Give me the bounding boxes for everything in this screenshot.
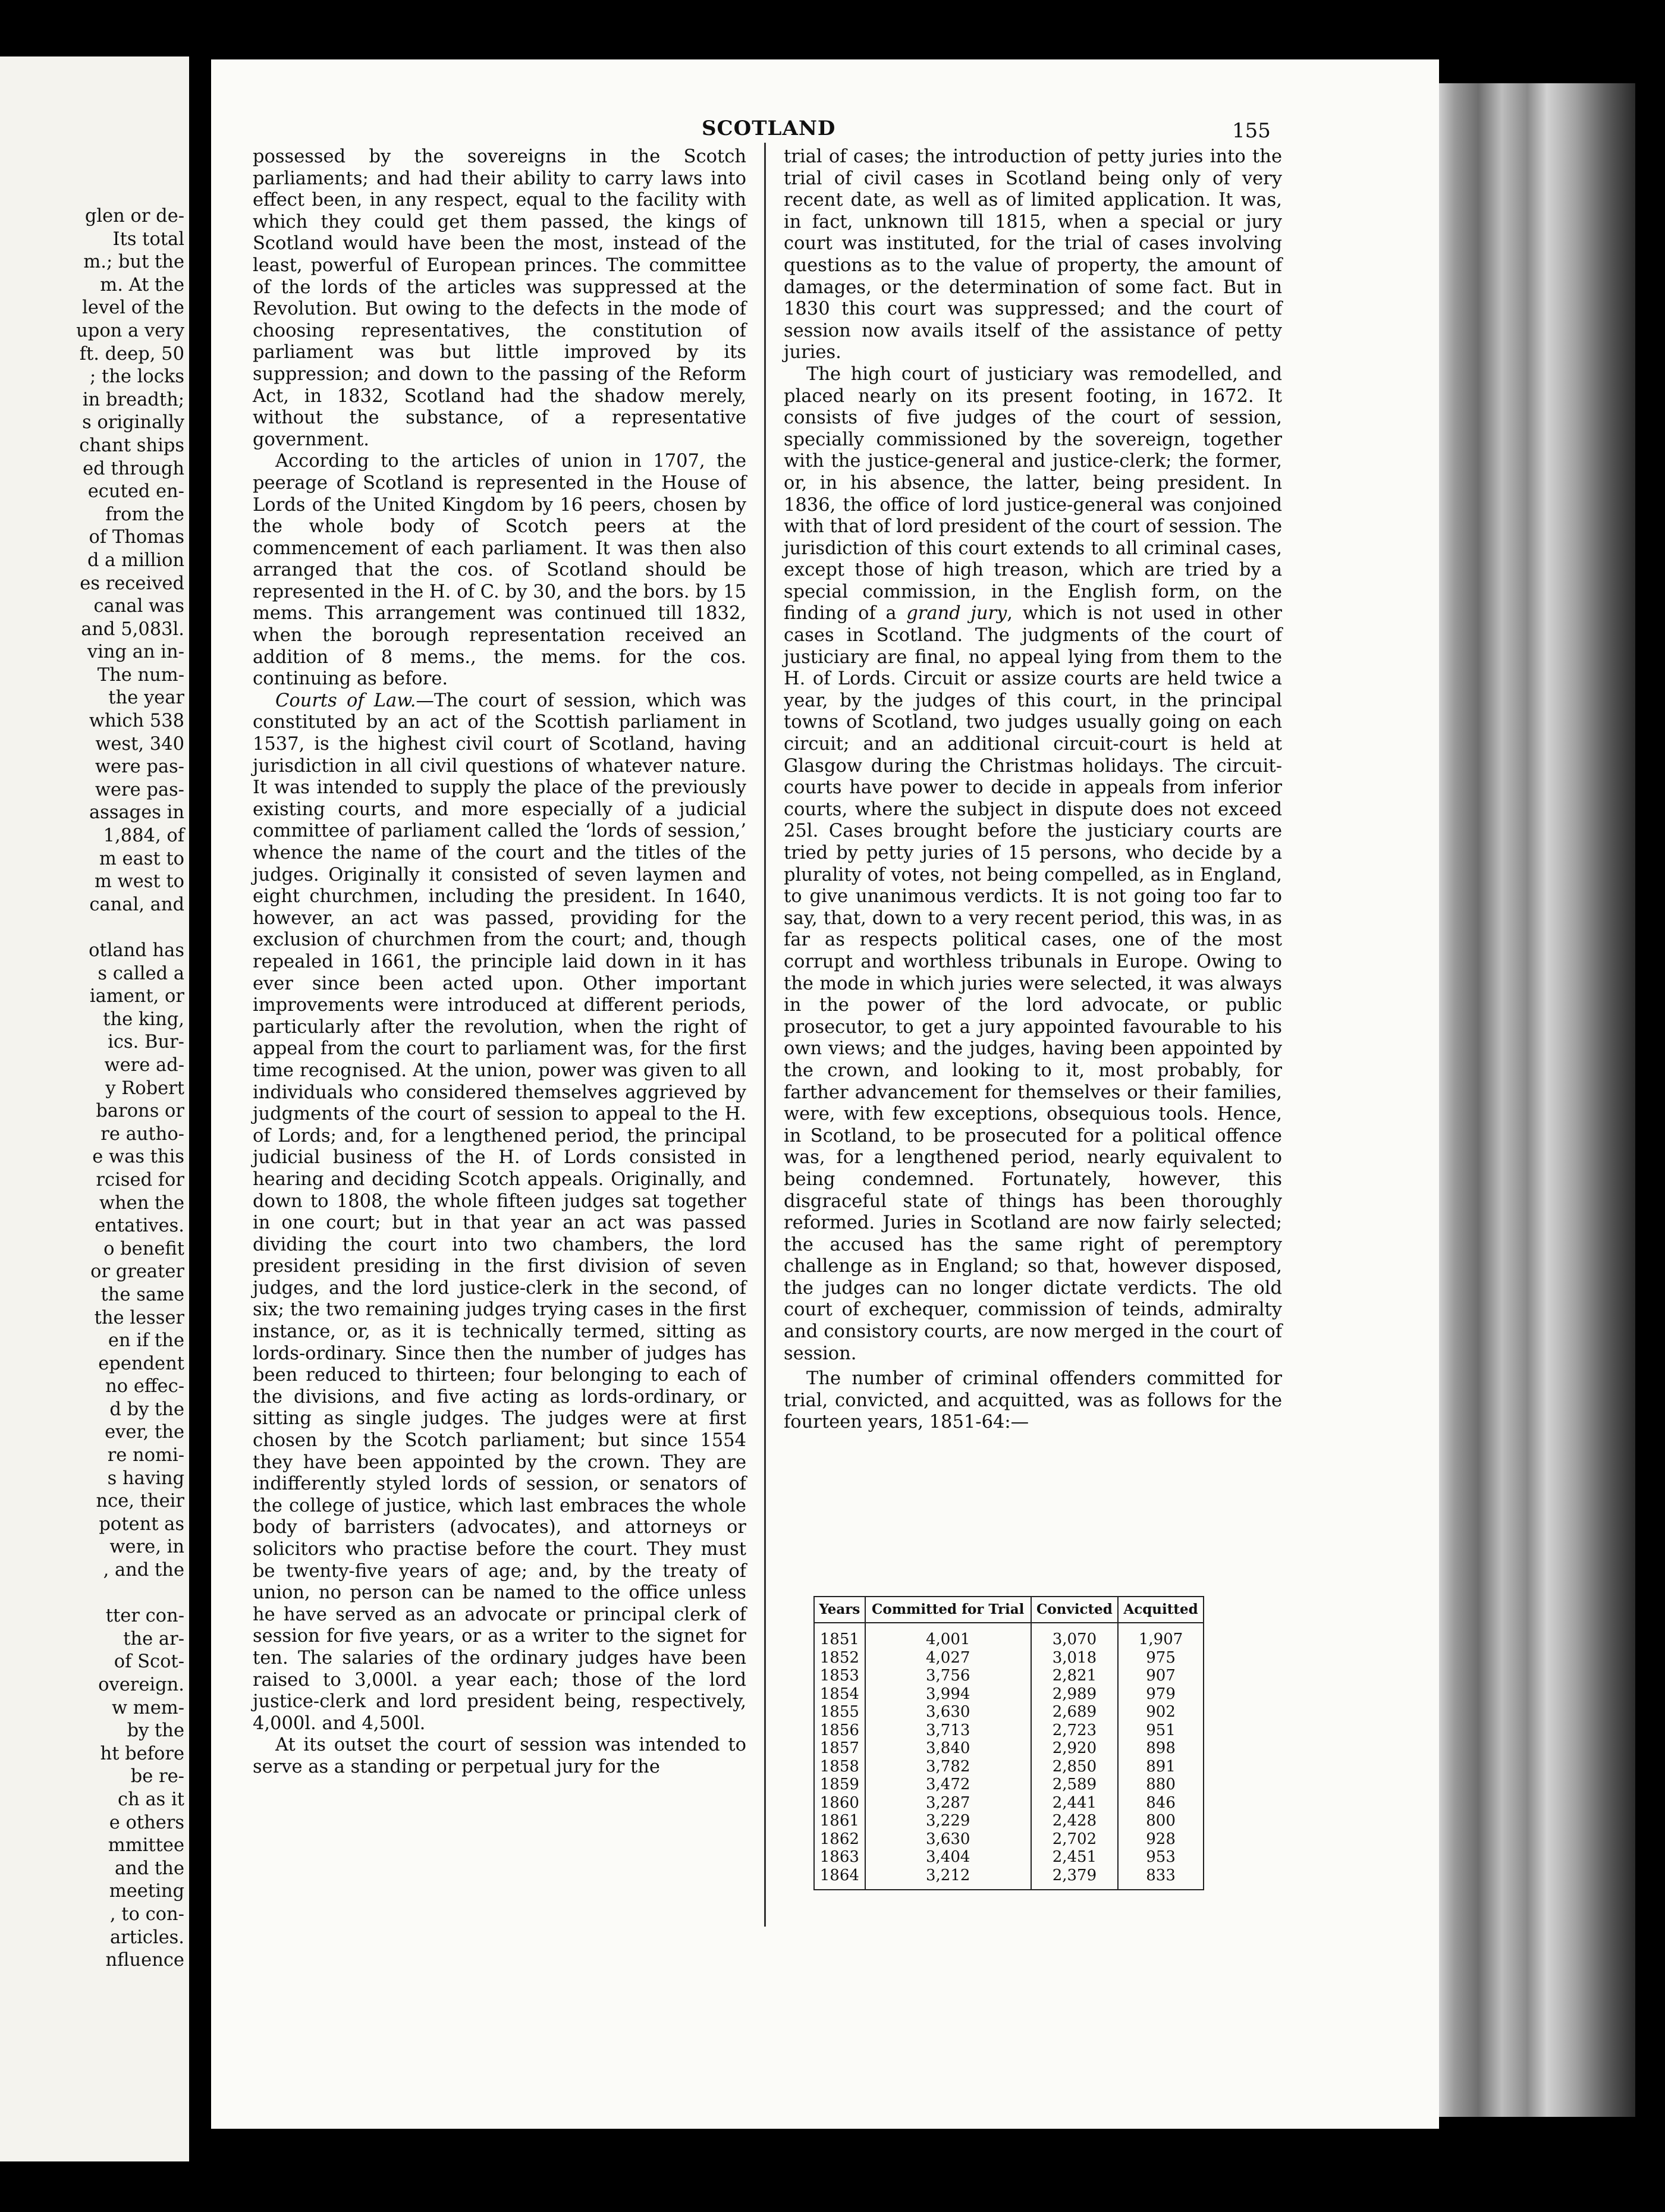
table-row xyxy=(814,1703,1204,1721)
table-cell: 1,907 xyxy=(1118,1623,1204,1649)
left-column xyxy=(253,146,746,1779)
facing-page-fragment xyxy=(0,56,189,2161)
fragment-line: glen or de- xyxy=(84,206,184,227)
fragment-gap xyxy=(6,916,184,940)
fragment-line: or greater xyxy=(90,1261,184,1283)
fragment-line: and the xyxy=(115,1858,184,1879)
fragment-line: en if the xyxy=(108,1330,184,1352)
table-cell: 3,630 xyxy=(865,1830,1031,1849)
fragment-line: be re- xyxy=(130,1766,184,1787)
paragraph: possessed by the sovereigns in the Scotch parliaments; and had their ability to carry laws into effect been, in any respect, equal to the facility with which they could get them passed, the kings of Scotland would have been the most, instead of the least, powerful of European princes. The committee of the lords of the articles was suppressed at the Revolution. But owing to the defects in the mode of choosing representatives, the constitution of parliament was but little improved by its suppression; and down to the passing of the Reform Act, in 1832, Scotland had the shadow merely, without the substance, of a representative government. xyxy=(253,146,746,450)
fragment-line: re nomi- xyxy=(107,1445,184,1466)
table-cell: 1863 xyxy=(814,1848,865,1867)
table-cell: 1853 xyxy=(814,1667,865,1685)
fragment-line: y Robert xyxy=(105,1077,184,1099)
fragment-line: meeting xyxy=(109,1881,184,1902)
table-row xyxy=(814,1739,1204,1758)
table-cell: 1864 xyxy=(814,1867,865,1890)
paragraph-text: , which is not used in other cases in Scotland. The judgments of the court of justiciary are final, no appeal lying from them to the H. of Lords. Circuit or assize courts are held twice a year, by the judges of this court, in the principal towns of Scotland, two judges usually going on each circuit; and an additional circuit-court is held at Glasgow during the Christmas holidays. The circuit-courts have power to decide in appeals from inferior courts, where the subject in dispute does not exceed 25l. Cases brought before the justiciary courts are tried by petty juries of 15 persons, who decide by a plurality of votes, not being compelled, as in England, to give unanimous verdicts. It is not going too far to say, that, down to a very recent period, this was, in as far as respects political cases, one of the most corrupt and worthless tribunals in Europe. Owing to the mode in which juries were selected, it was always in the power of the lord advocate, or public prosecutor, to get a jury appointed favourable to his own views; and the judges, having been appointed by the crown, and looking to it, most probably, for farther advancement for themselves or their families, were, with few exceptions, obsequious tools. Hence, in Scotland, to be prosecuted for a political offence was, for a lengthened period, nearly equivalent to being condemned. Fortunately, however, this disgraceful state of things has been thoroughly reformed. Juries in Scotland are now fairly selected; the accused has the same right of peremptory challenge as in England; so that, however disposed, the judges can no longer dictate verdicts. The old court of exchequer, commission of teinds, admiralty and consistory courts, are now merged in the court of session. xyxy=(784,603,1282,1364)
fragment-line: when the xyxy=(99,1192,184,1214)
fragment-line: the same xyxy=(100,1284,184,1305)
table-cell: 3,472 xyxy=(865,1776,1031,1794)
table-cell: 3,404 xyxy=(865,1848,1031,1867)
fragment-line: d by the xyxy=(109,1399,184,1420)
table-cell: 2,689 xyxy=(1031,1703,1118,1721)
fragment-line: ving an in- xyxy=(87,642,184,663)
paragraph-text: The high court of justiciary was remodelled, and placed nearly on its present footing, in 1672. It consists of five judges of the court of session, specially commissioned by the sovereign, together with the justice-general and justice-clerk; the former, or, in his absence, the latter, being president. In 1836, the office of lord justice-general was conjoined with that of lord president of the court of session. The jurisdiction of this court extends to all criminal cases, except those of high treason, which are tried by a special commission, in the English form, on the finding of a xyxy=(784,363,1282,624)
fragment-line: level of the xyxy=(82,297,184,319)
table-cell: 3,229 xyxy=(865,1812,1031,1830)
table-row xyxy=(814,1623,1204,1649)
table-cell: 975 xyxy=(1118,1649,1204,1667)
table-row xyxy=(814,1848,1204,1867)
table-cell: 898 xyxy=(1118,1739,1204,1758)
fragment-line: re autho- xyxy=(100,1123,184,1145)
fragment-line: ; the locks xyxy=(90,366,184,388)
fragment-line: articles. xyxy=(109,1927,184,1948)
table-cell: 891 xyxy=(1118,1758,1204,1776)
fragment-gap xyxy=(6,1582,184,1605)
fragment-line: w mem- xyxy=(112,1697,184,1718)
table-cell: 2,920 xyxy=(1031,1739,1118,1758)
table-cell: 3,994 xyxy=(865,1685,1031,1704)
fragment-line: the lesser xyxy=(94,1307,184,1328)
table-cell: 1859 xyxy=(814,1776,865,1794)
fragment-line: which 538 xyxy=(89,711,184,732)
fragment-line: nce, their xyxy=(96,1491,184,1512)
offenders-table xyxy=(813,1596,1204,1890)
table-cell: 3,756 xyxy=(865,1667,1031,1685)
table-cell: 3,070 xyxy=(1031,1623,1118,1649)
table-cell: 1857 xyxy=(814,1739,865,1758)
fragment-line: d a million xyxy=(87,549,184,571)
table-cell: 833 xyxy=(1118,1867,1204,1890)
fragment-line: , to con- xyxy=(109,1903,184,1925)
table-cell: 979 xyxy=(1118,1685,1204,1704)
fragment-line: The num- xyxy=(97,664,184,686)
table-row xyxy=(814,1794,1204,1812)
table-cell: 2,702 xyxy=(1031,1830,1118,1849)
fragment-line: s having xyxy=(107,1468,184,1489)
table-cell: 1861 xyxy=(814,1812,865,1830)
table-cell: 907 xyxy=(1118,1667,1204,1685)
paragraph: The number of criminal offenders committed for trial, convicted, and acquitted, was as follows for the fourteen years, 1851-64:— xyxy=(784,1368,1282,1433)
table-row xyxy=(814,1667,1204,1685)
fragment-line: o benefit xyxy=(103,1238,184,1259)
table-cell: 1860 xyxy=(814,1794,865,1812)
table-cell: 2,850 xyxy=(1031,1758,1118,1776)
table-cell: 3,840 xyxy=(865,1739,1031,1758)
fragment-line: from the xyxy=(105,504,184,525)
fragment-line: otland has xyxy=(89,940,184,961)
fragment-line: barons or xyxy=(96,1101,184,1122)
table-cell: 3,287 xyxy=(865,1794,1031,1812)
fragment-line: m west to xyxy=(95,871,184,893)
fragment-line: canal, and xyxy=(89,894,184,915)
fragment-line: no effec- xyxy=(105,1376,184,1397)
table-cell: 880 xyxy=(1118,1776,1204,1794)
table-cell: 928 xyxy=(1118,1830,1204,1849)
table-row xyxy=(814,1830,1204,1849)
fragment-line: m.; but the xyxy=(83,252,184,273)
table-row xyxy=(814,1685,1204,1704)
column-header: Convicted xyxy=(1031,1597,1118,1623)
fragment-line: s originally xyxy=(82,412,184,433)
fragment-line: ed through xyxy=(83,458,184,479)
running-header: SCOTLAND xyxy=(702,117,836,140)
fragment-line: of Scot- xyxy=(114,1651,184,1673)
right-column xyxy=(784,146,1282,1434)
table-cell: 4,027 xyxy=(865,1649,1031,1667)
column-rule xyxy=(764,143,766,1927)
table-row xyxy=(814,1758,1204,1776)
table-cell: 3,782 xyxy=(865,1758,1031,1776)
table-row xyxy=(814,1649,1204,1667)
fragment-line: the king, xyxy=(103,1008,184,1030)
fragment-line: 1,884, of xyxy=(103,825,184,847)
table-cell: 1855 xyxy=(814,1703,865,1721)
table-cell: 1856 xyxy=(814,1721,865,1740)
fragment-line: overeign. xyxy=(98,1674,184,1695)
column-header: Years xyxy=(814,1597,865,1623)
section-heading: Courts of Law. xyxy=(275,690,416,711)
fragment-line: ependent xyxy=(98,1353,184,1374)
fragment-line: were, in xyxy=(109,1537,184,1558)
fragment-line: rcised for xyxy=(96,1169,184,1190)
table-cell: 3,713 xyxy=(865,1721,1031,1740)
fragment-line: assages in xyxy=(89,802,184,824)
table-cell: 1858 xyxy=(814,1758,865,1776)
fragment-line: chant ships xyxy=(79,435,184,456)
paragraph-text: —The court of session, which was constituted by an act of the Scottish parliament in 1537, is the highest civil court of Scotland, having jurisdiction in all civil questions of whatever nature. It was intended to supply the place of the previously existing courts, and more especially of a judicial committee of parliament called the ‘lords of session,’ whence the name of the court and the titles of the judges. Originally it consisted of seven laymen and eight churchmen, including the president. In 1640, however, an act was passed, providing for the exclusion of churchmen from the court; and, though repealed in 1661, the principle laid down in it has ever since been acted upon. Other important improvements were introduced at different periods, particularly after the revolution, when the right of appeal from the court to parliament was, for the first time recognised. At the union, power was given to all individuals who considered themselves aggrieved by judgments of the court of session to appeal to the H. of Lords; and, for a lengthened period, the principal judicial business of the H. of Lords consisted in hearing and deciding Scotch appeals. Originally, and down to 1808, the whole fifteen judges sat together in one court; but in that year an act was passed dividing the court into two chambers, the lord president presiding in the first division of seven judges, and the lord justice-clerk in the second, of six; the two remaining judges trying cases in the first instance, or, as it is technically termed, sitting as lords-ordinary. Since then the number of judges has been reduced to thirteen; four belonging to each of the divisions, and five acting as lords-ordinary, or sitting as single judges. The judges were at first chosen by the Scotch parliament; but since 1554 they have been appointed by the crown. They are indifferently styled lords of session, or senators of the college of justice, which last embraces the whole body of barristers (advocates), and attorneys or solicitors who practise before the court. They must be twenty-five years of age; and, by the treaty of union, no person can be named to the office unless he have served as an advocate or principal clerk of session for five years, or as a writer to the signet for ten. The salaries of the ordinary judges have been raised to 3,000l. a year each; those of the lord justice-clerk and lord president being, respectively, 4,000l. and 4,500l. xyxy=(253,690,746,1734)
paragraph: trial of cases; the introduction of petty juries into the trial of civil cases in Scotland being only of very recent date, as well as of limited application. It was, in fact, unknown till 1815, when a special or jury court was instituted, for the trial of cases involving questions as to the value of property, the amount of damages, or the determination of some fact. But in 1830 this court was suppressed; and the court of session now avails itself of the assistance of petty juries. xyxy=(784,146,1282,363)
fragment-line: were ad- xyxy=(104,1054,184,1076)
fragment-line: tter con- xyxy=(105,1605,184,1627)
fragment-line: es received xyxy=(80,573,184,594)
fragment-line: , and the xyxy=(103,1560,184,1581)
table-cell: 2,441 xyxy=(1031,1794,1118,1812)
column-header: Committed for Trial xyxy=(865,1597,1031,1623)
fragment-line: iament, or xyxy=(89,986,184,1007)
table-cell: 4,001 xyxy=(865,1623,1031,1649)
table-cell: 2,428 xyxy=(1031,1812,1118,1830)
table-cell: 800 xyxy=(1118,1812,1204,1830)
table-cell: 1852 xyxy=(814,1649,865,1667)
table-cell: 953 xyxy=(1118,1848,1204,1867)
table-cell: 2,723 xyxy=(1031,1721,1118,1740)
fragment-line: m. At the xyxy=(100,274,184,296)
fragment-line: entatives. xyxy=(95,1215,184,1237)
table-cell: 2,821 xyxy=(1031,1667,1118,1685)
fragment-line: upon a very xyxy=(76,320,184,341)
fragment-line: ht before xyxy=(100,1743,184,1764)
fragment-line: s called a xyxy=(98,963,184,984)
fragment-line: e others xyxy=(109,1812,184,1833)
table-cell: 2,379 xyxy=(1031,1867,1118,1890)
fragment-line: m east to xyxy=(99,848,184,869)
page-edges xyxy=(1439,83,1635,2117)
table-cell: 3,018 xyxy=(1031,1649,1118,1667)
fragment-line: ics. Bur- xyxy=(108,1032,184,1053)
table-cell: 2,451 xyxy=(1031,1848,1118,1867)
table-cell: 951 xyxy=(1118,1721,1204,1740)
fragment-line: in breadth; xyxy=(82,389,184,410)
paragraph-courts-of-law xyxy=(253,690,746,1735)
fragment-line: mmittee xyxy=(108,1835,184,1856)
table-header-row xyxy=(814,1597,1204,1623)
fragment-line: ch as it xyxy=(118,1789,184,1810)
table-cell: 3,212 xyxy=(865,1867,1031,1890)
fragment-line: west, 340 xyxy=(95,733,184,755)
column-header: Acquitted xyxy=(1118,1597,1204,1623)
fragment-line: ft. deep, 50 xyxy=(79,343,184,365)
table-cell: 3,630 xyxy=(865,1703,1031,1721)
table-cell: 2,589 xyxy=(1031,1776,1118,1794)
paragraph-justiciary xyxy=(784,364,1282,1365)
table-cell: 2,989 xyxy=(1031,1685,1118,1704)
paragraph: At its outset the court of session was intended to serve as a standing or perpetual jury for the xyxy=(253,1735,746,1777)
fragment-line: potent as xyxy=(99,1513,184,1535)
paragraph: According to the articles of union in 1707, the peerage of Scotland is represented in the House of Lords of the United Kingdom by 16 peers, chosen by the whole body of Scotch peers at the commencement of each parliament. It was then also arranged that the cos. of Scotland should be represented in the H. of C. by 30, and the bors. by 15 mems. This arrangement was continued till 1832, when the borough representation received an addition of 8 mems., the mems. for the cos. continuing as before. xyxy=(253,451,746,690)
fragment-line: the ar- xyxy=(123,1628,184,1649)
page-number: 155 xyxy=(1232,119,1271,143)
table-row xyxy=(814,1812,1204,1830)
table-cell: 1851 xyxy=(814,1623,865,1649)
fragment-line: of Thomas xyxy=(89,527,184,548)
italic-term: grand jury xyxy=(906,603,1007,624)
table-row xyxy=(814,1776,1204,1794)
fragment-line: ecuted en- xyxy=(87,481,184,502)
table-cell: 902 xyxy=(1118,1703,1204,1721)
fragment-line: Its total xyxy=(112,228,184,250)
fragment-line: e was this xyxy=(92,1146,184,1168)
fragment-line: the year xyxy=(108,687,184,709)
table-row xyxy=(814,1867,1204,1890)
fragment-line: ever, the xyxy=(105,1422,184,1443)
fragment-line: were pas- xyxy=(95,756,184,778)
fragment-line: nfluence xyxy=(105,1950,184,1971)
fragment-line: were pas- xyxy=(95,779,184,800)
table-cell: 1854 xyxy=(814,1685,865,1704)
table-cell: 1862 xyxy=(814,1830,865,1849)
facing-page-text xyxy=(6,205,184,1972)
fragment-line: canal was xyxy=(93,596,184,617)
table-cell: 846 xyxy=(1118,1794,1204,1812)
fragment-line: by the xyxy=(127,1720,184,1742)
fragment-line: and 5,083l. xyxy=(81,618,184,640)
table-row xyxy=(814,1721,1204,1740)
